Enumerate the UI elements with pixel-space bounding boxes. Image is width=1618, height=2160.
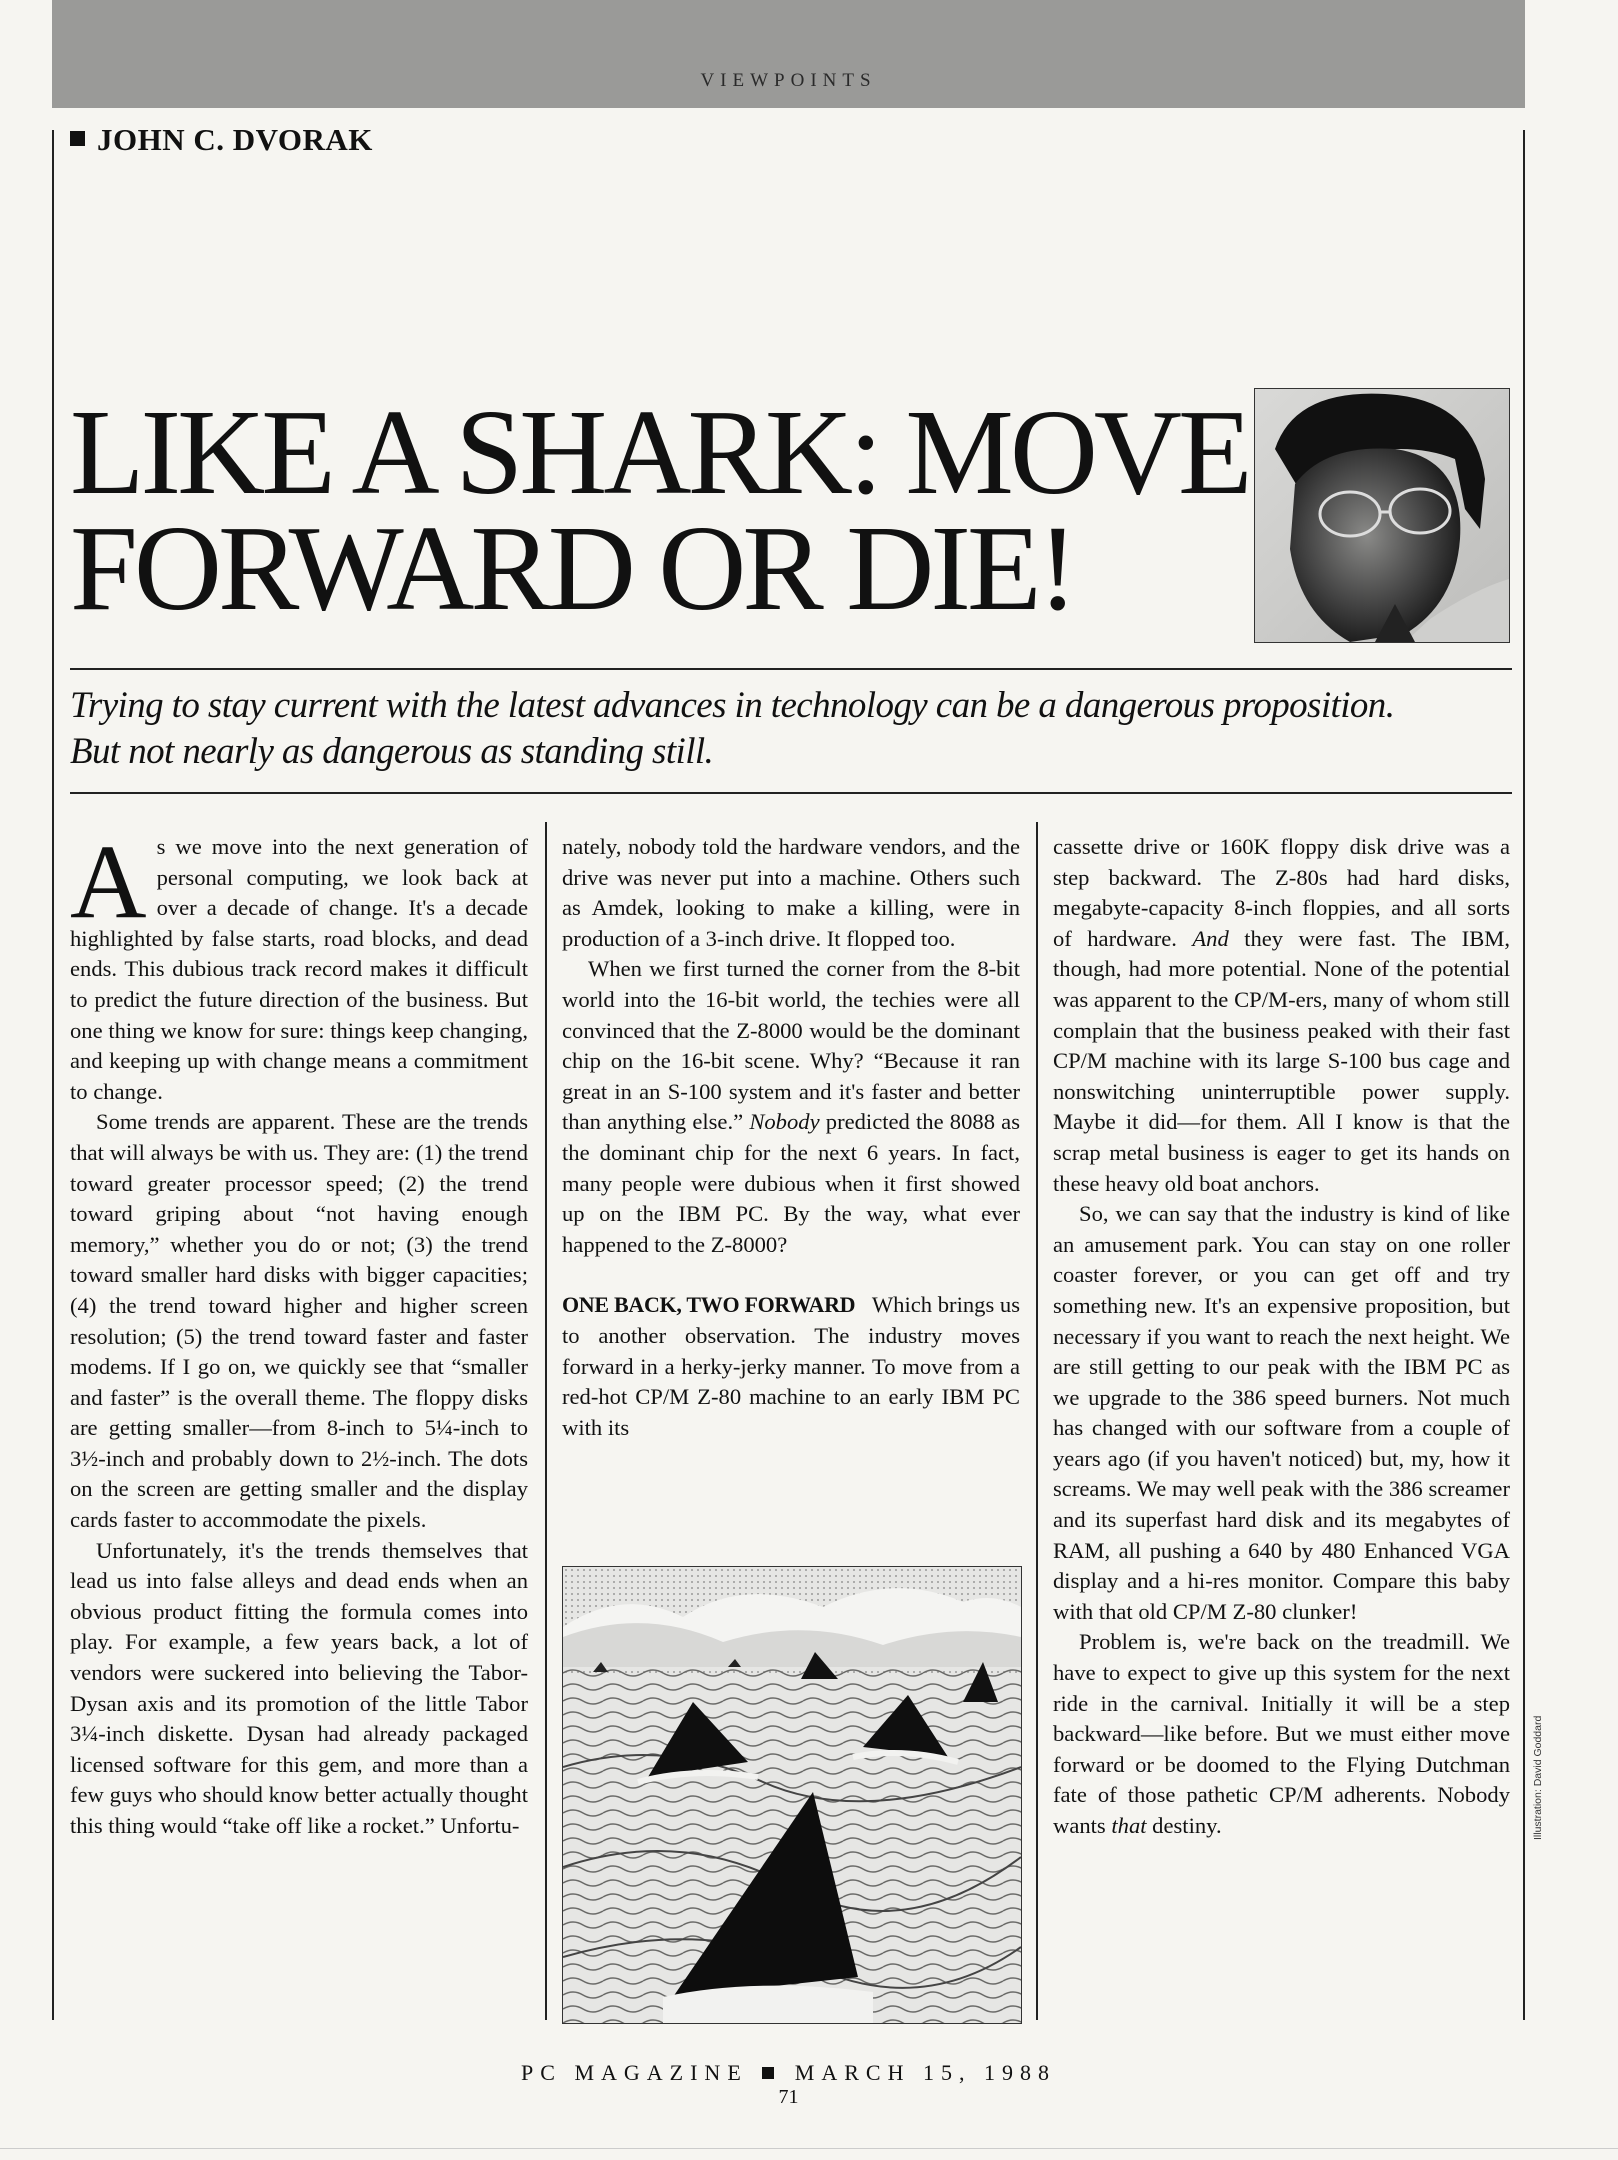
column-divider-1 — [545, 822, 547, 2020]
body-paragraph — [70, 823, 528, 1107]
emphasis-text: that — [1111, 1813, 1147, 1838]
emphasis-text: Nobody — [749, 1109, 820, 1135]
paragraph-text: they were fast. The IBM, though, had more potential. None of the potential was apparent to the CP/M-ers, many of whom still complain that the business peaked with their fast CP/M machine with its large S-100 bus cage and nonswitching uninterruptible power supply. Maybe it did—for them. All I know is that the scrap metal business is eager to get its hands on these heavy old boat anchors. — [1053, 925, 1510, 1196]
author-byline — [70, 122, 373, 158]
paragraph-text: s we move into the next generation of personal computing, we look back at over a decade of change. It's a decade highlighted by false starts, road blocks, and dead ends. This dubious track record makes it difficult to predict the future direction of the business. But one thing we know for sure: things keep changing, and keeping up with change means a commitment to change. — [70, 834, 528, 1104]
deck-line-2: But not nearly as dangerous as standing still. — [70, 731, 714, 772]
deck-bottom-rule — [70, 792, 1512, 794]
paragraph-text: When we first turned the corner from the 8-bit world into the 16-bit world, the techies were all convinced that the Z-8000 would be the dominant chip on the 16-bit scene. Why? “Because it ran great in an S-100 system and it's faster and better than anything else.” — [562, 956, 1020, 1135]
body-paragraph — [1053, 832, 1510, 1199]
page-number: 71 — [778, 2086, 799, 2108]
body-paragraph: So, we can say that the industry is kind of like an amusement park. You can stay on one roller coaster forever, or you can get off and try something new. It's an expensive proposition, but necessary if you want to reach the next height. We are still getting to our peak with the IBM PC as we upgrade to the 386 speed burners. Not much has changed with our software from a couple of years ago (if you haven't noticed) but, my, how it screams. We may well peak with the 386 screamer and its superfast hard disk and its megabytes of RAM, all pushing a 640 by 480 Enhanced VGA display and a hi-res monitor. Compare this baby with that old CP/M Z-80 clunker! — [1053, 1201, 1510, 1624]
body-paragraph — [1053, 1627, 1510, 1841]
shark-fins-image — [563, 1567, 1021, 2023]
body-paragraph: nately, nobody told the hardware vendors, and the drive was never put into a machine. Others such as Amdek, looking to make a killing, were in production of a 3-inch drive. It flopped too. — [562, 834, 1020, 951]
issue-date: MARCH 15, 1988 — [794, 2060, 1056, 2085]
body-paragraph — [562, 1290, 1020, 1443]
subhead: ONE BACK, TWO FORWARD — [562, 1292, 856, 1318]
paragraph-text: destiny. — [1146, 1813, 1222, 1838]
shark-fin-illustration — [562, 1566, 1022, 2024]
page-edge-line — [0, 2148, 1618, 2149]
author-portrait-image — [1255, 389, 1509, 642]
left-frame-rule — [52, 130, 54, 2020]
magazine-name: PC MAGAZINE — [521, 2060, 748, 2085]
body-column-3 — [1053, 832, 1510, 1842]
deck-top-rule — [70, 668, 1512, 670]
paragraph-text: Problem is, we're back on the treadmill. We have to expect to give up this system for the next ride in the carnival. Initially it will be a step backward—like before. But we must either move forward or be doomed to the Flying Dutchman fate of those pathetic CP/M adherents. Nobody wants — [1053, 1629, 1510, 1838]
body-paragraph — [562, 954, 1020, 1260]
paragraph-text: predicted the 8088 as the dominant chip for the next 6 years. In fact, many people were dubious when it first showed up on the IBM PC. By the way, what ever happened to the Z-8000? — [562, 1109, 1020, 1257]
body-column-2 — [562, 832, 1020, 1443]
deck — [70, 683, 1510, 775]
emphasis-text: And — [1192, 925, 1229, 951]
author-name: JOHN C. DVORAK — [97, 122, 373, 157]
section-label: VIEWPOINTS — [700, 70, 877, 91]
column-divider-2 — [1036, 822, 1038, 2020]
author-portrait — [1254, 388, 1510, 643]
right-frame-rule — [1523, 130, 1525, 2020]
body-column-1 — [70, 823, 528, 1842]
drop-cap: A — [70, 823, 147, 940]
illustration-credit: Illustration: David Goddard — [1532, 1715, 1544, 1840]
paragraph-text: cassette drive or 160K floppy disk drive was a step backward. The Z-80s had hard disks, megabyte-capacity 8-inch floppies, and all sorts of hardware. — [1053, 834, 1510, 951]
paragraph-text: Which brings us to another observation. The industry moves forward in a herky-jerky manner. To move from a red-hot CP/M Z-80 machine to an early IBM PC with its — [562, 1292, 1020, 1440]
body-paragraph: Unfortunately, it's the trends themselves that lead us into false alleys and dead ends when an obvious product fitting the formula comes into play. For example, a few years back, a lot of vendors were suckered into believing the Tabor-Dysan axis and its promotion of the little Tabor 3¼-inch diskette. Dysan had already packaged licensed software for this gem, and more than a few guys who should know better actually thought this thing would “take off like a rocket.” Unfortu- — [70, 1537, 528, 1838]
body-paragraph: Some trends are apparent. These are the trends that will always be with us. They are: (1) the trend toward greater processor speed; (2) the trend toward griping about “not having enough memory,” whether you do or not; (3) the trend toward smaller hard disks with bigger capacities; (4) the trend toward higher and higher screen resolution; (5) the trend toward faster and faster modems. If I go on, we quickly see that “smaller and faster” is the overall theme. The floppy disks are getting smaller—from 8-inch to 5¼-inch to 3½-inch and probably down to 2½-inch. The dots on the screen are getting smaller and the display cards faster to accommodate the pixels. — [70, 1109, 528, 1533]
deck-line-1: Trying to stay current with the latest advances in technology can be a dangerous proposition. — [70, 685, 1395, 726]
footer-folio — [52, 2060, 1525, 2086]
headline — [70, 385, 1249, 636]
bullet-square-icon — [762, 2067, 774, 2079]
headline-line-2: FORWARD OR DIE! — [70, 500, 1075, 636]
headline-line-1: LIKE A SHARK: MOVE — [70, 385, 1249, 520]
bullet-square-icon — [70, 131, 85, 146]
